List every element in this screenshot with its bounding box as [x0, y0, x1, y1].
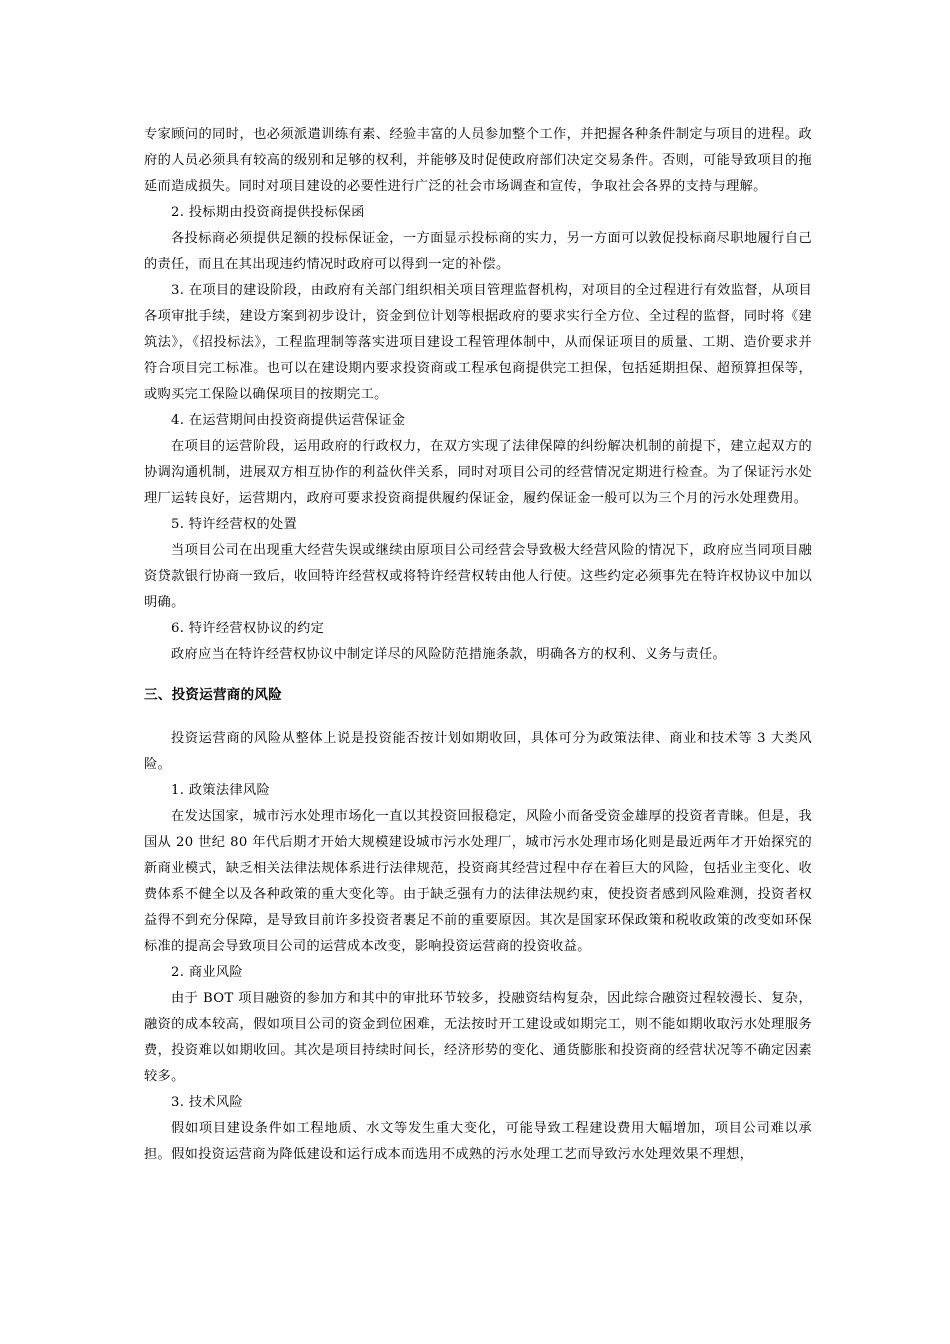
body-paragraph: 3. 在项目的建设阶段，由政府有关部门组织相关项目管理监督机构，对项目的全过程进行有效监督，从项目各项审批手续，建设方案到初步设计，资金到位计划等根据政府的要求实行全方位、全过程的监督，同时将《建筑法》，《招投标法》，工程监理制等落实进项目建设工程管理体制中，从而保证项目的质量、工期、造价要求并符合项目完工标准。也可以在建设期内要求投资商或工程承包商提供完工担保，包括延期担保、超预算担保等，或购买完工保险以确保项目的按期完工。	[144, 283, 812, 402]
numbered-item-heading: 3. 技术风险	[171, 1095, 243, 1110]
numbered-item-heading: 1. 政策法律风险	[171, 783, 271, 798]
body-paragraph: 由于 BOT 项目融资的参加方和其中的审批环节较多，投融资结构复杂，因此综合融资过程较漫长、复杂，融资的成本较高，假如项目公司的资金到位困难，无法按时开工建设或如期完工，则不能如期收取污水处理服务费，投资难以如期收回。其次是项目持续时间长，经济形势的变化、通货膨胀和投资商的经营状况等不确定因素较多。	[144, 991, 812, 1084]
numbered-item-heading: 4. 在运营期间由投资商提供运营保证金	[171, 413, 406, 428]
body-paragraph: 专家顾问的同时，也必须派遣训练有素、经验丰富的人员参加整个工作，并把握各种条件制定与项目的进程。政府的人员必须具有较高的级别和足够的权利，并能够及时促使政府部们决定交易条件。否则，可能导致项目的拖延而造成损失。同时对项目建设的必要性进行广泛的社会市场调查和宣传，争取社会各界的支持与理解。	[144, 127, 812, 194]
section-heading: 三、投资运营商的风险	[144, 687, 282, 703]
document-page	[144, 122, 812, 1168]
body-paragraph: 各投标商必须提供足额的投标保证金，一方面显示投标商的实力，另一方面可以敦促投标商尽职地履行自己的责任，而且在其出现违约情况时政府可以得到一定的补偿。	[144, 231, 812, 272]
body-paragraph: 假如项目建设条件如工程地质、水文等发生重大变化，可能导致工程建设费用大幅增加，项目公司难以承担。假如投资运营商为降低建设和运行成本而选用不成熟的污水处理工艺而导致污水处理效果不理想，	[144, 1121, 812, 1162]
body-paragraph: 当项目公司在出现重大经营失误或继续由原项目公司经营会导致极大经营风险的情况下，政府应当同项目融资贷款银行协商一致后，收回特许经营权或将特许经营权转由他人行使。这些约定必须事先在特许权协议中加以明确。	[144, 543, 812, 610]
numbered-item-heading: 2. 投标期由投资商提供投标保函	[171, 205, 365, 220]
body-paragraph: 在项目的运营阶段，运用政府的行政权力，在双方实现了法律保障的纠纷解决机制的前提下，建立起双方的协调沟通机制，进展双方相互协作的利益伙伴关系，同时对项目公司的经营情况定期进行检查。为了保证污水处理厂运转良好，运营期内，政府可要求投资商提供履约保证金，履约保证金一般可以为三个月的污水处理费用。	[144, 439, 812, 506]
body-paragraph: 政府应当在特许经营权协议中制定详尽的风险防范措施条款，明确各方的权利、义务与责任。	[171, 647, 727, 662]
body-paragraph: 投资运营商的风险从整体上说是投资能否按计划如期收回，具体可分为政策法律、商业和技术等 3 大类风险。	[144, 731, 812, 772]
numbered-item-heading: 5. 特许经营权的处置	[171, 517, 298, 532]
numbered-item-heading: 6. 特许经营权协议的约定	[171, 621, 325, 636]
body-paragraph: 在发达国家，城市污水处理市场化一直以其投资回报稳定，风险小而备受资金雄厚的投资者青睐。但是，我国从 20 世纪 80 年代后期才开始大规模建设城市污水处理厂，城市污水处理市场化则是最近两年才开始探究的新商业模式，缺乏相关法律法规体系进行法律规范，投资商其经营过程中存在着巨大的风险，包括业主变化、收费体系不健全以及各种政策的重大变化等。由于缺乏强有力的法律法规约束，使投资者感到风险难测，投资者权益得不到充分保障，是导致目前许多投资者裹足不前的重要原因。其次是国家环保政策和税收政策的改变如环保标准的提高会导致项目公司的运营成本改变，影响投资运营商的投资收益。	[144, 809, 812, 954]
numbered-item-heading: 2. 商业风险	[171, 965, 243, 980]
